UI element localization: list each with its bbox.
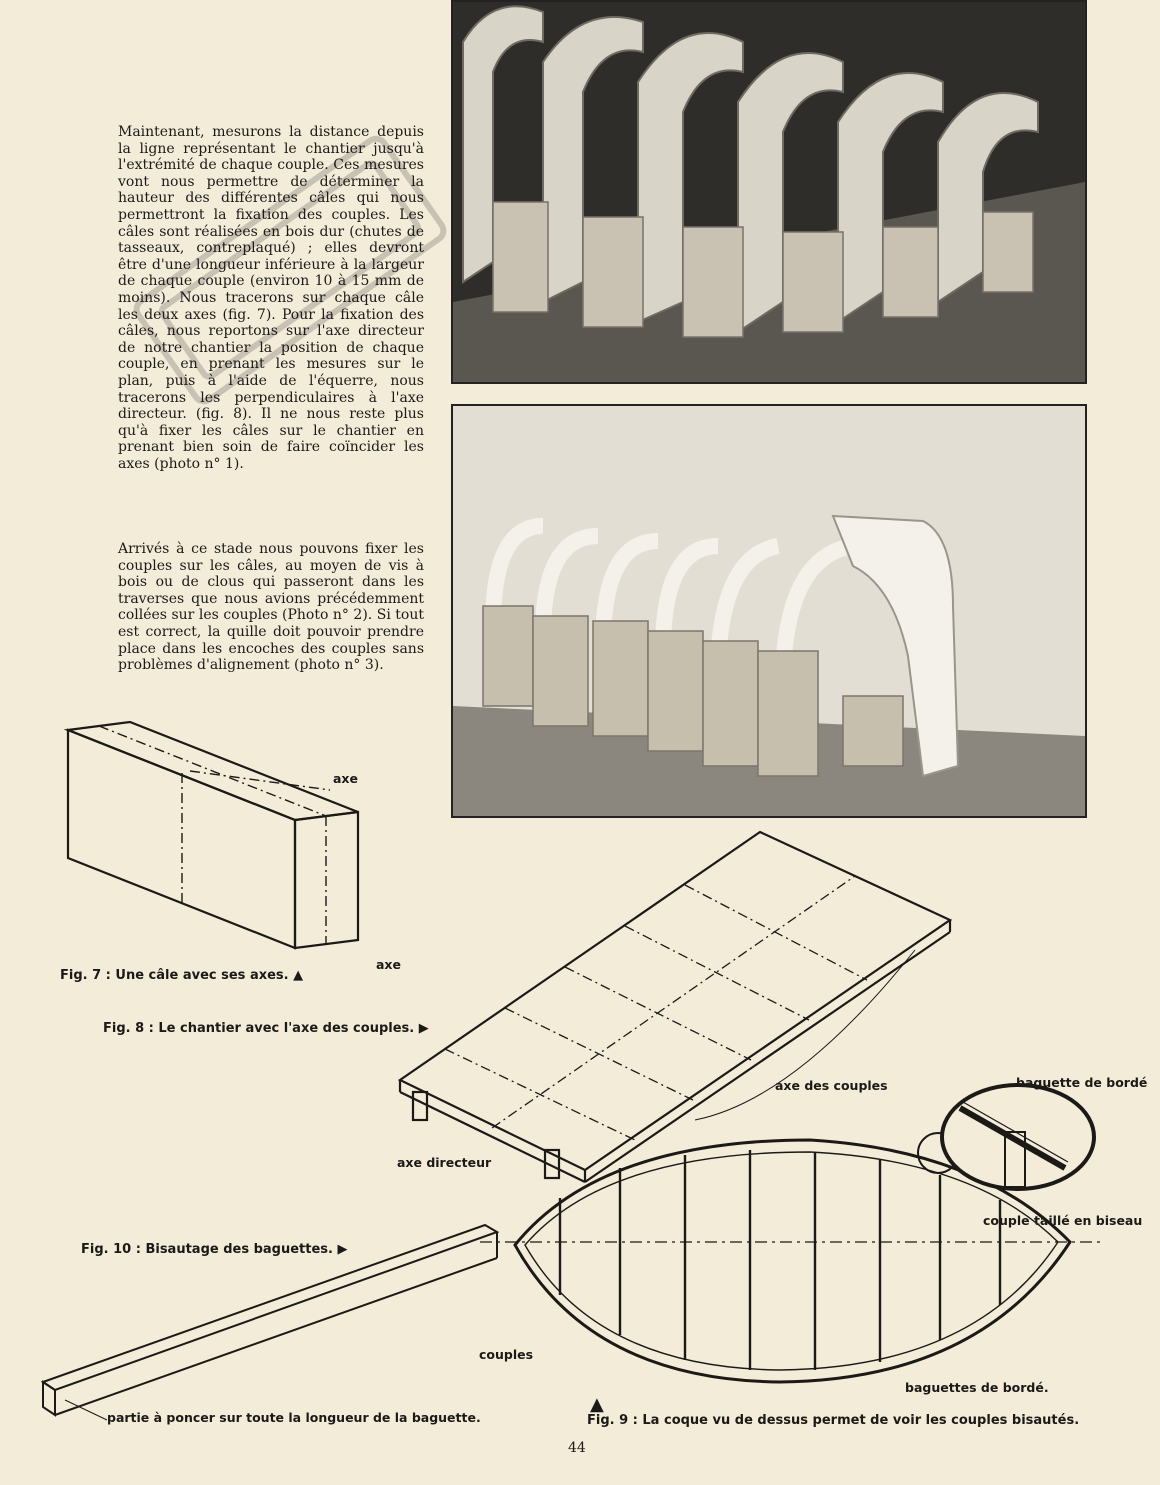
fig10-caption: Fig. 10 : Bisautage des baguettes. ▶ [81,1242,348,1257]
fig9-label-baguettes-borde: baguettes de bordé. [905,1380,1049,1395]
fig9-label-couples: couples [479,1347,534,1362]
photo-frames-side-view [451,404,1087,818]
fig9-marker: ▲ [590,1394,604,1415]
photo-frames-closeup [451,0,1087,384]
page-number: 44 [568,1440,586,1456]
article-paragraph-1: Maintenant, mesurons la distance depuis la ligne représentant le chantier jusqu'à l'extrémité de chaque couple. Ces mesures vont nous permettre de déterminer la hauteur des différentes câles qui nous permettront la fixation des couples. Les câles sont réalisées en bois dur (chutes de tasseaux, contreplaqué) ; elles devront être d'une longueur inférieure à la largeur de chaque couple (environ 10 à 15 mm de moins). Nous tracerons sur chaque câle les deux axes (fig. 7). Pour la fixation des câles, nous reportons sur l'axe directeur de notre chantier la position de chaque couple, en prenant les mesures sur le plan, puis à l'aide de l'équerre, nous tracerons les perpendiculaires à l'axe directeur. (fig. 8). Il ne nous reste plus qu'à fixer les câles sur le chantier en prenant bien soin de faire coïncider les axes (photo n° 1). [118,124,424,472]
fig7-block-drawing [60,720,360,960]
fig7-label-axe-top: axe [333,771,358,786]
fig8-caption: Fig. 8 : Le chantier avec l'axe des couples. ▶ [103,1021,429,1036]
fig7-caption: Fig. 7 : Une câle avec ses axes. ▲ [60,968,304,983]
fig9-label-couple-biseau: couple taillé en biseau [983,1213,1143,1228]
fig9-caption: Fig. 9 : La coque vu de dessus permet de voir les couples bisautés. [587,1413,1080,1428]
fig10-label-poncer: partie à poncer sur toute la longueur de la baguette. [107,1410,481,1425]
fig9-label-baguette-borde: baguette de bordé [1016,1075,1148,1090]
fig9-hull-drawing [480,1080,1143,1400]
fig7-label-axe-bottom: axe [376,957,401,972]
fig8-label-axe-directeur: axe directeur [397,1155,492,1170]
article-paragraph-2: Arrivés à ce stade nous pouvons fixer les couples sur les câles, au moyen de vis à bois ou de clous qui passeront dans les traverses que nous avions précédemment collées sur les couples (Photo n° 2). Si tout est correct, la quille doit pouvoir prendre place dans les encoches des couples sans problèmes d'alignement (photo n° 3). [118,541,424,674]
fig8-label-axe-couples: axe des couples [775,1078,888,1093]
